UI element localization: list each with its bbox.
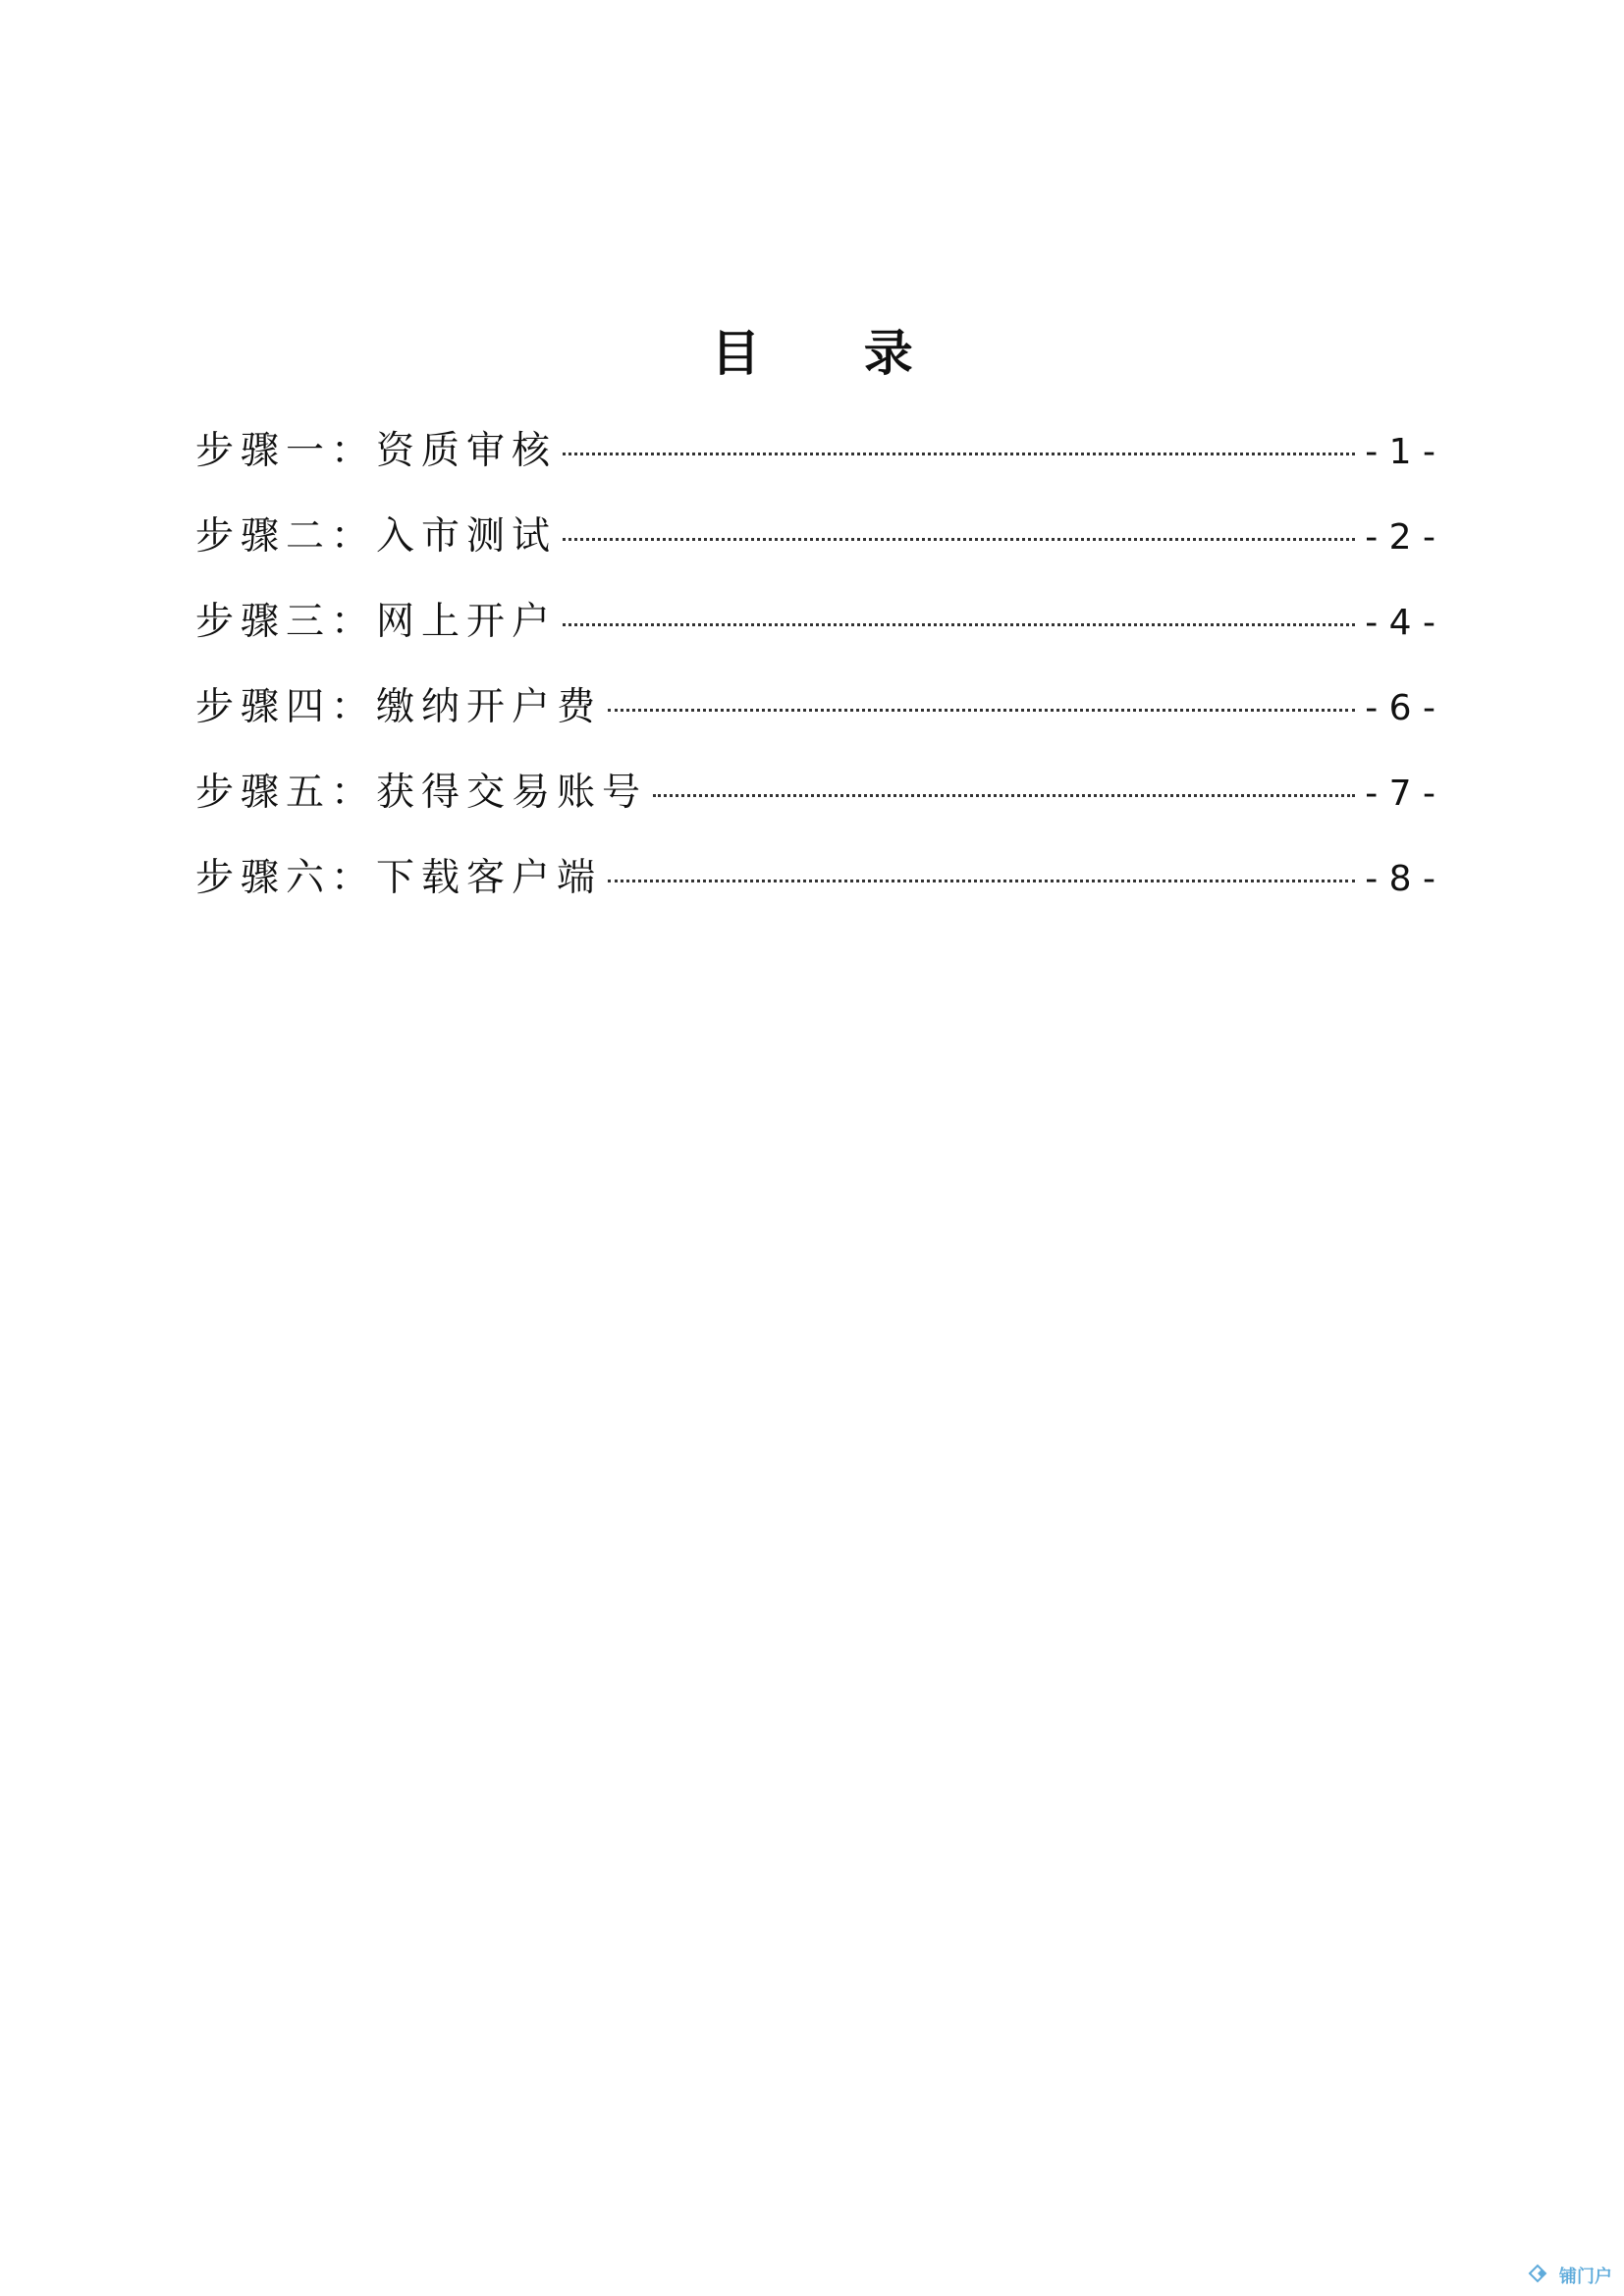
dot-leader — [563, 453, 1355, 455]
toc-entry-label: 步骤五：获得交易账号 — [195, 771, 648, 815]
dot-leader — [563, 538, 1355, 541]
toc-entry-page-number: - 1 - — [1365, 432, 1435, 472]
toc-entry-label: 步骤四：缴纳开户费 — [195, 685, 603, 729]
diamond-logo-icon — [1528, 2263, 1555, 2288]
toc-entry-step-3[interactable] — [195, 595, 1435, 680]
dot-leader — [608, 880, 1355, 882]
dot-leader — [563, 623, 1355, 626]
toc-entry-label: 步骤二：入市测试 — [195, 514, 558, 559]
toc-entry-label: 步骤一：资质审核 — [195, 429, 558, 473]
watermark — [1528, 2263, 1612, 2288]
toc-entry-label: 步骤六：下载客户端 — [195, 856, 603, 900]
toc-entry-step-4[interactable] — [195, 680, 1435, 766]
table-of-contents — [195, 424, 1435, 936]
toc-entry-page-number: - 4 - — [1365, 603, 1435, 643]
dot-leader — [608, 709, 1355, 712]
toc-entry-step-1[interactable] — [195, 424, 1435, 509]
toc-entry-step-6[interactable] — [195, 851, 1435, 936]
toc-entry-page-number: - 7 - — [1365, 774, 1435, 814]
toc-entry-page-number: - 8 - — [1365, 859, 1435, 899]
toc-title: 目 录 — [711, 324, 956, 382]
watermark-text: 铺门户 — [1559, 2267, 1612, 2287]
toc-entry-page-number: - 2 - — [1365, 517, 1435, 558]
dot-leader — [653, 794, 1355, 797]
toc-entry-step-2[interactable] — [195, 509, 1435, 595]
toc-entry-step-5[interactable] — [195, 766, 1435, 851]
toc-entry-label: 步骤三：网上开户 — [195, 600, 558, 644]
toc-entry-page-number: - 6 - — [1365, 688, 1435, 728]
